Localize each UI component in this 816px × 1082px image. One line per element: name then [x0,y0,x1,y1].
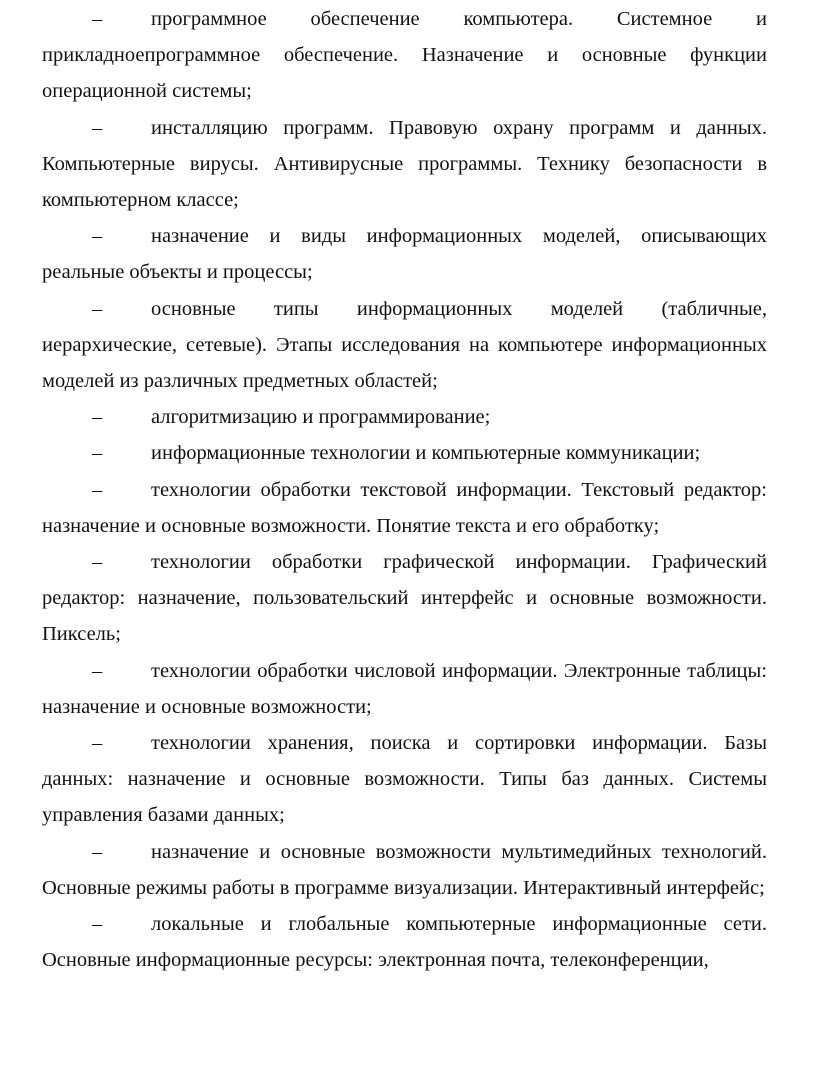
list-marker: – [92,913,103,936]
list-item-text: основные типы информационных моделей (табличные, иерархические, сетевые). Этапы исследования на компьютере информационных моделей из различных предметных областей; [42,297,767,393]
list-item-text: программное обеспечение компьютера. Системное и прикладноепрограммное обеспечение. Назначение и основные функции операционной системы; [42,8,767,103]
list-item-text: технологии обработки графической информации. Графический редактор: назначение, пользовательский интерфейс и основные возможности. Пиксель; [42,551,767,646]
list-item [42,110,767,219]
list-marker: – [92,551,103,574]
list-item [42,653,767,725]
list-item-text: назначение и виды информационных моделей, описывающих реальные объекты и процессы; [42,225,767,284]
list-item [42,725,767,834]
list-marker: – [92,478,103,501]
list-marker: – [92,116,103,139]
list-item [42,906,767,978]
list-item-text: алгоритмизацию и программирование; [151,406,491,429]
list-item [42,472,767,544]
document-page [42,1,767,978]
list-item-text: информационные технологии и компьютерные коммуникации; [151,442,701,465]
list-item-text: инсталляцию программ. Правовую охрану программ и данных. Компьютерные вирусы. Антивирусные программы. Технику безопасности в компьютерном классе; [42,116,767,212]
list-marker: – [92,406,103,429]
list-item [42,435,767,471]
list-marker: – [92,225,103,248]
list-item [42,291,767,400]
list-item [42,399,767,435]
list-marker: – [92,659,103,682]
list-marker: – [92,732,103,755]
list-marker: – [92,8,103,30]
list-marker: – [92,442,103,465]
list-item-text: технологии хранения, поиска и сортировки информации. Базы данных: назначение и основные возможности. Типы баз данных. Системы управления базами данных; [42,732,767,827]
list-item [42,544,767,653]
list-marker: – [92,840,103,863]
list-marker: – [92,297,103,320]
list-item-text: технологии обработки числовой информации. Электронные таблицы: назначение и основные возможности; [42,659,767,718]
list-item [42,834,767,906]
list-item-text: локальные и глобальные компьютерные информационные сети. Основные информационные ресурсы: электронная почта, телеконференции, [42,913,767,972]
list-item-text: назначение и основные возможности мультимедийных технологий. Основные режимы работы в программе визуализации. Интерактивный интерфейс; [42,840,767,899]
list-item [42,218,767,290]
list-item [42,1,767,110]
list-item-text: технологии обработки текстовой информации. Текстовый редактор: назначение и основные возможности. Понятие текста и его обработку; [42,478,767,537]
